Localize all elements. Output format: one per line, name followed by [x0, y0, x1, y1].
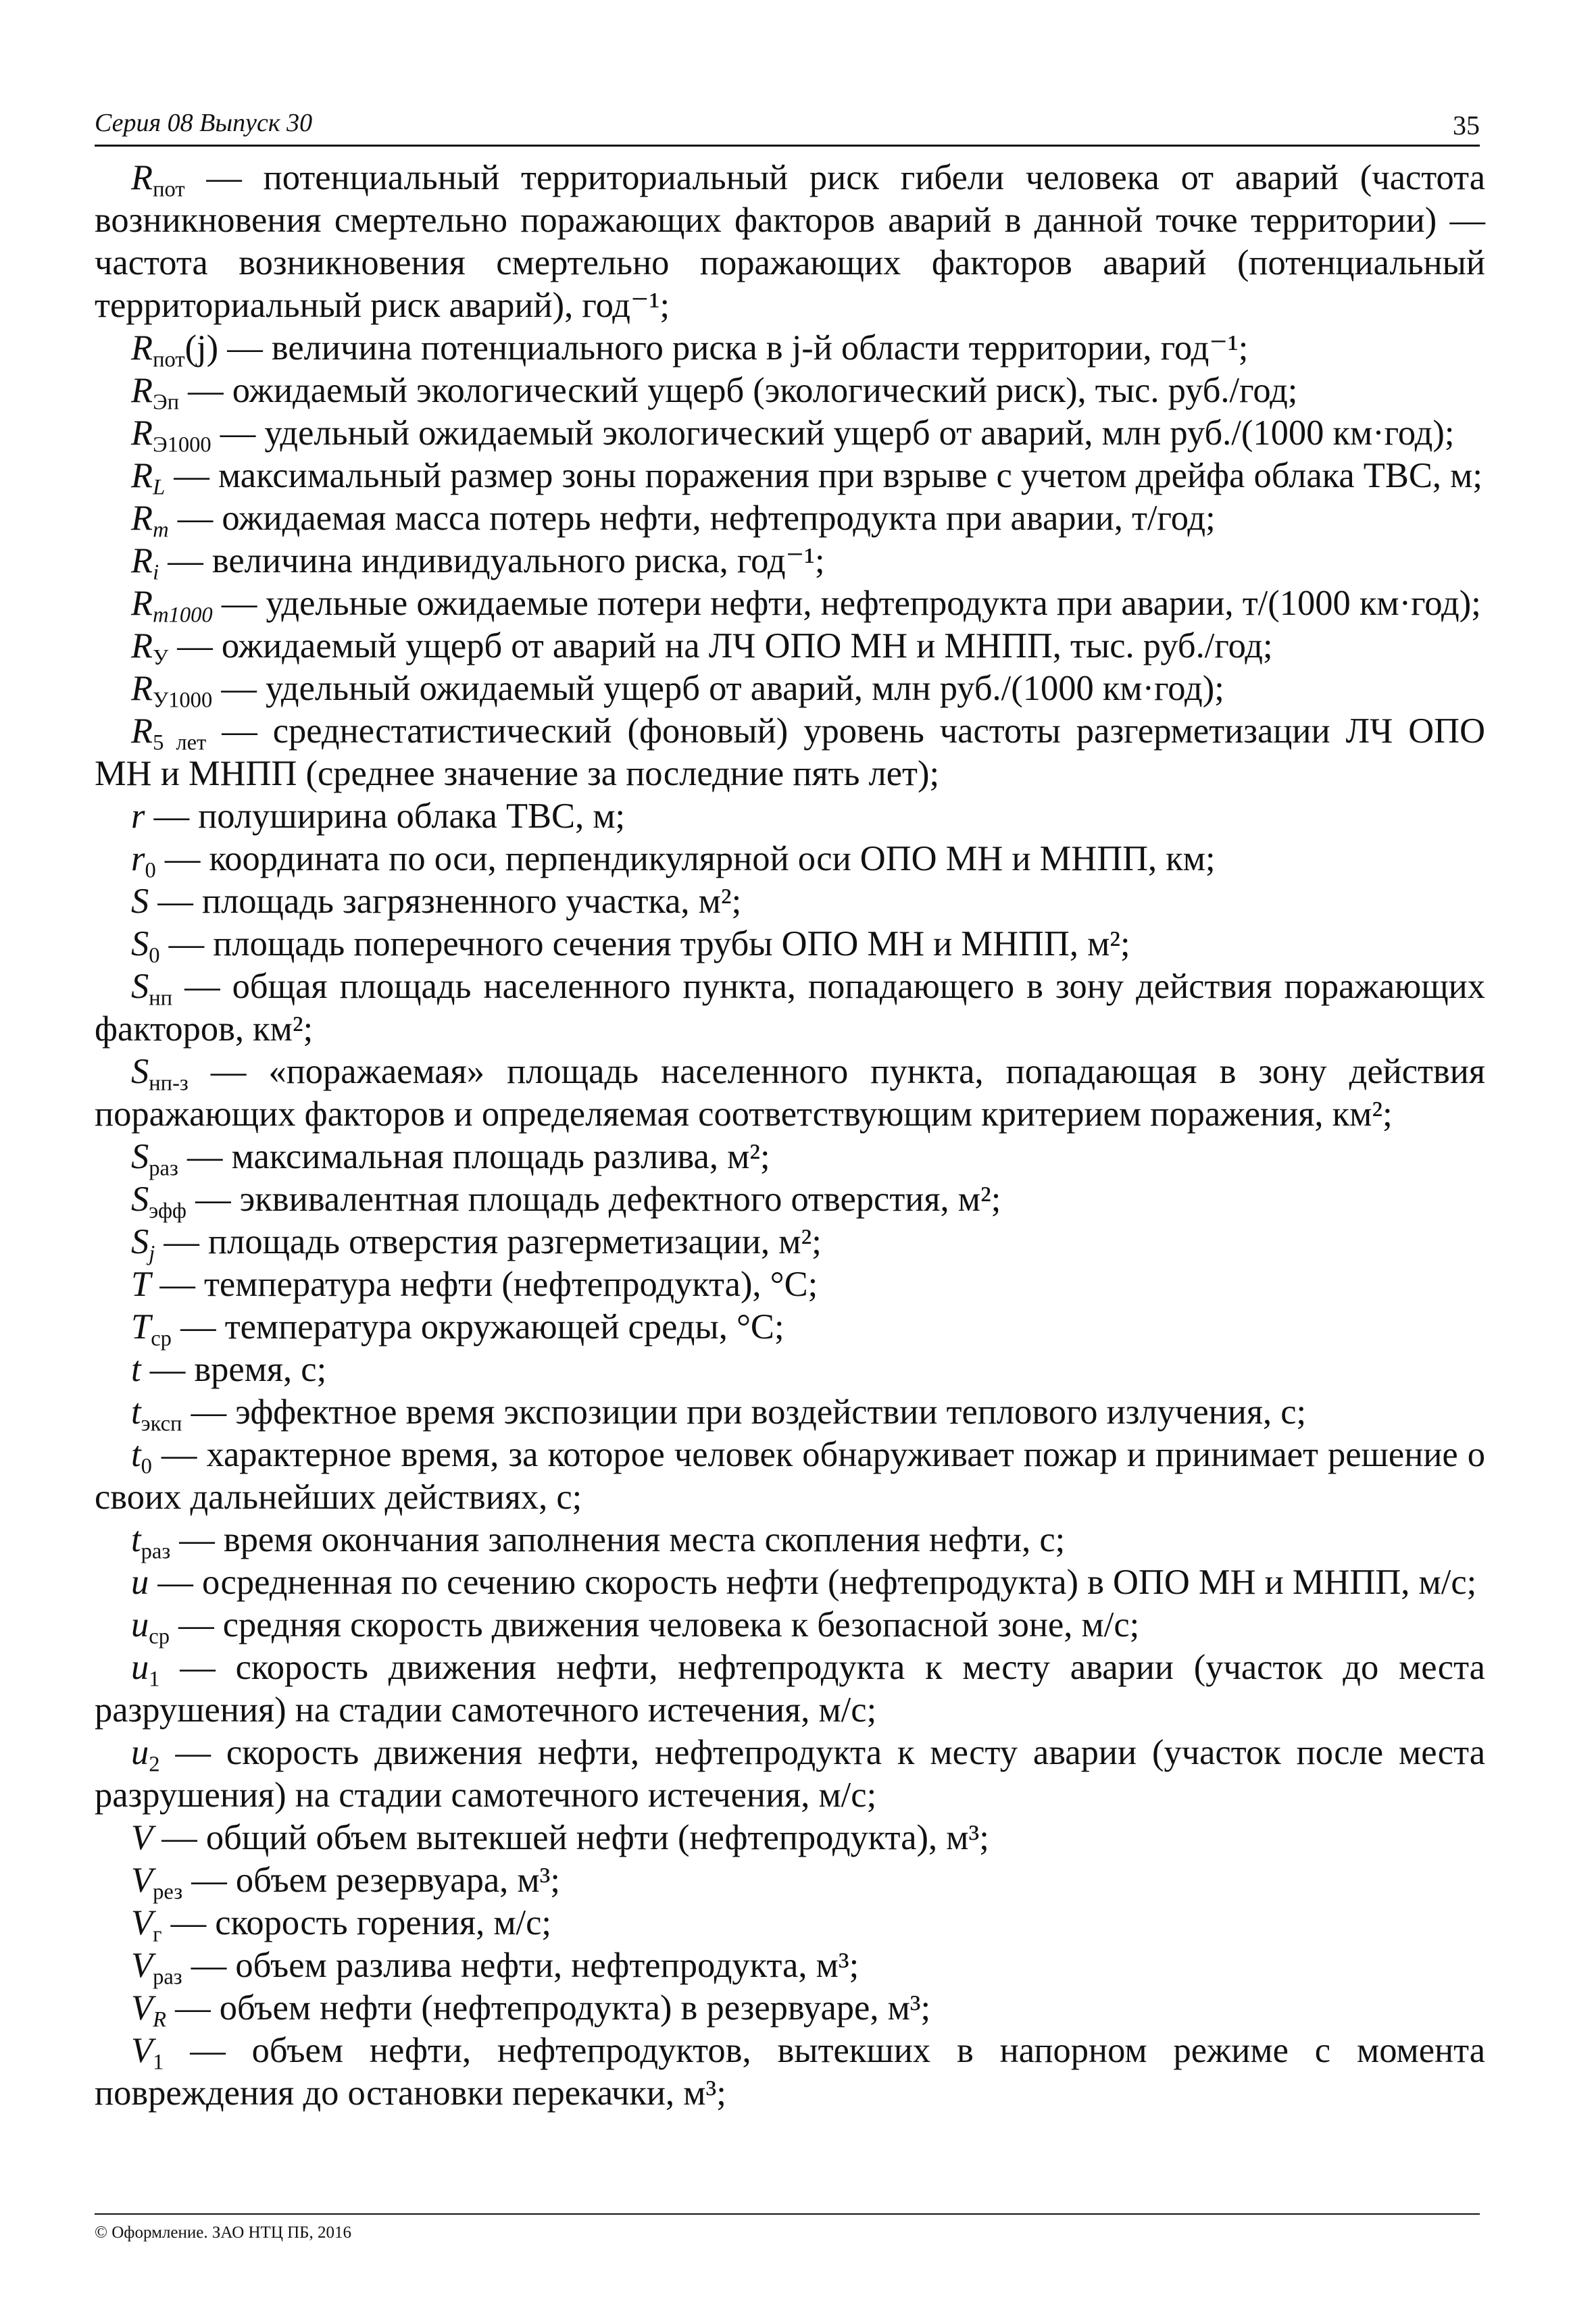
- symbol-subscript: m1000: [153, 603, 213, 628]
- definition-item: [95, 157, 1485, 327]
- definition-item: [95, 370, 1485, 415]
- symbol: [131, 1265, 151, 1304]
- definition-text: — «поражаемая» площадь населенного пункта, попадающая в зону действия поражающих факторов и определяемая соответствующим критерием поражения, км²;: [95, 1052, 1485, 1134]
- symbol-letter: R: [131, 371, 153, 410]
- symbol-subscript: раз: [149, 1156, 178, 1181]
- definition-item: [95, 1349, 1485, 1391]
- symbol: [131, 1648, 160, 1692]
- definition-text: — эквивалентная площадь дефектного отверстия, м²;: [186, 1180, 1001, 1219]
- symbol: [131, 1180, 187, 1224]
- definition-item: [95, 1987, 1485, 2030]
- definition-item: [95, 1902, 1485, 1947]
- symbol-letter: S: [131, 924, 149, 963]
- symbol: [131, 1520, 171, 1564]
- symbol: [131, 541, 159, 585]
- symbol-subscript: нп-з: [149, 1071, 189, 1096]
- definition-item: [95, 625, 1485, 668]
- symbol: [131, 1903, 162, 1947]
- definition-item: [95, 1944, 1485, 1990]
- symbol: [131, 1307, 172, 1351]
- symbol-subscript: m: [153, 518, 169, 543]
- symbol-letter: R: [131, 584, 153, 623]
- definition-text: — осредненная по сечению скорость нефти (нефтепродукта) в ОПО МН и МНПП, м/с;: [149, 1563, 1477, 1602]
- definition-item: [95, 1561, 1485, 1604]
- symbol-letter: t: [131, 1392, 141, 1432]
- symbol-subscript: Э1000: [153, 432, 211, 457]
- definition-item: [95, 1604, 1485, 1649]
- symbol: [131, 626, 169, 670]
- symbol-subscript: Эп: [153, 390, 179, 415]
- symbol-subscript: раз: [141, 1539, 171, 1564]
- symbol: [131, 328, 185, 372]
- symbol: [131, 1137, 178, 1181]
- symbol: [131, 158, 185, 202]
- symbol-letter: R: [131, 541, 153, 580]
- definition-item: [95, 880, 1485, 923]
- symbol: [131, 967, 173, 1011]
- series-title: Серия 08 Выпуск 30: [95, 109, 313, 137]
- symbol-subscript: 1: [153, 2050, 164, 2075]
- symbol: [131, 499, 169, 543]
- symbol-letter: R: [131, 626, 153, 665]
- symbol-subscript: г: [153, 1922, 162, 1947]
- symbol-letter: S: [131, 1222, 149, 1261]
- definition-item: [95, 1051, 1485, 1136]
- symbol: [131, 371, 179, 415]
- symbol-letter: R: [131, 456, 153, 495]
- definition-text: — полуширина облака ТВС, м;: [145, 797, 626, 836]
- symbol: [131, 456, 166, 500]
- definition-item: [95, 838, 1485, 883]
- symbol: [131, 882, 149, 921]
- symbol-letter: r: [131, 797, 145, 836]
- page-header: [95, 108, 1480, 147]
- symbol: [131, 1818, 153, 1857]
- definition-item: [95, 965, 1485, 1051]
- symbol-subscript: нп: [149, 986, 173, 1011]
- definition-text: — величина индивидуального риска, год⁻¹;: [159, 541, 825, 580]
- definition-text: — ожидаемая масса потерь нефти, нефтепродукта при аварии, т/год;: [168, 499, 1216, 538]
- symbol: [131, 2031, 164, 2075]
- definition-item: [95, 1178, 1485, 1224]
- definition-text: — площадь загрязненного участка, м²;: [149, 882, 742, 921]
- symbol: [131, 1392, 182, 1436]
- symbol: [131, 584, 213, 628]
- symbol-subscript: 0: [145, 858, 156, 883]
- symbol: [131, 1988, 166, 2032]
- footer-divider: [95, 2213, 1480, 2215]
- symbol-letter: r: [131, 839, 145, 878]
- symbol-subscript: ср: [151, 1326, 172, 1351]
- symbol-subscript: 0: [149, 943, 160, 968]
- definition-text: — удельный ожидаемый ущерб от аварий, млн руб./(1000 км·год);: [212, 669, 1224, 708]
- definition-text: — скорость движения нефти, нефтепродукта к месту аварии (участок после места разрушения) на стадии самотечного истечения, м/с;: [95, 1733, 1485, 1815]
- definition-text: — скорость горения, м/с;: [161, 1903, 552, 1942]
- symbol-letter: u: [131, 1733, 149, 1772]
- symbol-letter: R: [131, 158, 153, 197]
- symbol-letter: V: [131, 1988, 153, 2028]
- symbol-subscript: ср: [149, 1624, 170, 1649]
- symbol: [131, 797, 145, 836]
- definition-item: [95, 710, 1485, 795]
- symbol: [131, 1605, 170, 1649]
- definition-text: — удельные ожидаемые потери нефти, нефтепродукта при аварии, т/(1000 км·год);: [212, 584, 1481, 623]
- definition-item: [95, 795, 1485, 838]
- symbol-subscript: эфф: [149, 1199, 187, 1224]
- definition-item: [95, 455, 1485, 500]
- symbol-letter: S: [131, 882, 149, 921]
- definition-item: [95, 412, 1485, 455]
- symbol-subscript: раз: [153, 1965, 182, 1990]
- symbol-letter: u: [131, 1648, 149, 1687]
- definition-item: [95, 1434, 1485, 1519]
- symbol-letter: V: [131, 1946, 153, 1985]
- symbol: [131, 711, 207, 755]
- definition-item: [95, 1306, 1485, 1349]
- symbol-subscript: 0: [141, 1454, 152, 1479]
- symbol-subscript: пот: [153, 347, 185, 372]
- symbol: [131, 669, 213, 713]
- definition-item: [95, 1519, 1485, 1564]
- symbol-subscript: j: [149, 1241, 155, 1266]
- symbol-letter: S: [131, 1180, 149, 1219]
- definition-text: — время окончания заполнения места скопления нефти, с;: [170, 1520, 1066, 1559]
- symbol-letter: t: [131, 1350, 141, 1389]
- definition-text: — ожидаемый ущерб от аварий на ЛЧ ОПО МН и МНПП, тыс. руб./год;: [168, 626, 1273, 665]
- definition-text: — удельный ожидаемый экологический ущерб от аварий, млн руб./(1000 км·год);: [211, 413, 1455, 453]
- symbol-subscript: У: [153, 645, 169, 670]
- definition-text: — ожидаемый экологический ущерб (экологический риск), тыс. руб./год;: [178, 371, 1298, 410]
- symbol-letter: R: [131, 328, 153, 368]
- definition-text: — объем нефти (нефтепродукта) в резервуаре, м³;: [166, 1988, 931, 2028]
- definition-text: — объем нефти, нефтепродуктов, вытекших в напорном режиме с момента повреждения до остановки перекачки, м³;: [95, 2031, 1485, 2113]
- definition-item: [95, 497, 1485, 543]
- definition-text: — координата по оси, перпендикулярной оси ОПО МН и МНПП, км;: [155, 839, 1216, 878]
- definition-text: — общая площадь населенного пункта, попадающего в зону действия поражающих факторов, км²;: [95, 967, 1485, 1049]
- symbol: [131, 1222, 155, 1266]
- definitions-list: [95, 157, 1485, 2115]
- symbol-letter: R: [131, 499, 153, 538]
- symbol: [131, 413, 211, 457]
- definition-text: — характерное время, за которое человек обнаруживает пожар и принимает решение о своих дальнейших действиях, с;: [95, 1435, 1485, 1517]
- symbol-letter: T: [131, 1265, 151, 1304]
- symbol-letter: t: [131, 1520, 141, 1559]
- definition-text: — объем разлива нефти, нефтепродукта, м³;: [182, 1946, 859, 1985]
- symbol-subscript: 2: [149, 1752, 160, 1777]
- definition-text: — эффектное время экспозиции при воздействии теплового излучения, с;: [182, 1392, 1307, 1432]
- definition-text: (j) — величина потенциального риска в j-й области территории, год⁻¹;: [184, 328, 1249, 368]
- definition-item: [95, 1817, 1485, 1859]
- symbol: [131, 1052, 189, 1096]
- symbol-letter: S: [131, 1052, 149, 1091]
- symbol: [131, 924, 160, 968]
- symbol: [131, 839, 156, 883]
- symbol: [131, 1435, 152, 1479]
- symbol: [131, 1946, 182, 1990]
- symbol: [131, 1861, 183, 1905]
- definition-item: [95, 1221, 1485, 1266]
- definition-text: — объем резервуара, м³;: [182, 1861, 560, 1900]
- definition-text: — площадь поперечного сечения трубы ОПО МН и МНПП, м²;: [159, 924, 1130, 963]
- symbol-letter: V: [131, 1818, 153, 1857]
- symbol: [131, 1350, 141, 1389]
- definition-item: [95, 2030, 1485, 2115]
- symbol-subscript: L: [153, 475, 166, 500]
- definition-text: — максимальный размер зоны поражения при взрыве с учетом дрейфа облака ТВС, м;: [165, 456, 1482, 495]
- definition-text: — потенциальный территориальный риск гибели человека от аварий (частота возникновения смертельно поражающих факторов аварий в данной точке территории) — частота возникновения смертельно поражающих факторов аварий (потенциальный территориальный риск аварий), год⁻¹;: [95, 158, 1485, 325]
- symbol-subscript: 5 лет: [153, 730, 207, 755]
- symbol-letter: u: [131, 1563, 149, 1602]
- definition-item: [95, 923, 1485, 968]
- definition-text: — среднестатистический (фоновый) уровень частоты разгерметизации ЛЧ ОПО МН и МНПП (среднее значение за последние пять лет);: [95, 711, 1486, 793]
- symbol-subscript: эксп: [141, 1411, 182, 1436]
- symbol-subscript: пот: [153, 177, 185, 202]
- definition-text: — средняя скорость движения человека к безопасной зоне, м/с;: [169, 1605, 1140, 1644]
- definition-text: — максимальная площадь разлива, м²;: [178, 1137, 770, 1176]
- definition-text: — скорость движения нефти, нефтепродукта к месту аварии (участок до места разрушения) на стадии самотечного истечения, м/с;: [95, 1648, 1485, 1730]
- definition-text: — температура окружающей среды, °С;: [171, 1307, 784, 1347]
- symbol-letter: V: [131, 2031, 153, 2070]
- definition-item: [95, 1646, 1485, 1732]
- symbol-letter: u: [131, 1605, 149, 1644]
- definition-item: [95, 327, 1485, 370]
- symbol-letter: R: [131, 669, 153, 708]
- symbol-letter: S: [131, 967, 149, 1006]
- definition-text: — время, с;: [141, 1350, 327, 1389]
- symbol-letter: R: [131, 711, 153, 751]
- symbol-subscript: У1000: [153, 688, 213, 713]
- definition-item: [95, 582, 1485, 628]
- definition-item: [95, 1136, 1485, 1181]
- symbol-subscript: i: [153, 560, 159, 585]
- symbol-subscript: R: [153, 2007, 166, 2032]
- symbol-letter: S: [131, 1137, 149, 1176]
- symbol-letter: R: [131, 413, 153, 453]
- definition-text: — общий объем вытекшей нефти (нефтепродукта), м³;: [153, 1818, 989, 1857]
- definition-item: [95, 668, 1485, 713]
- symbol: [131, 1733, 160, 1777]
- symbol-letter: t: [131, 1435, 141, 1474]
- definition-text: — площадь отверстия разгерметизации, м²;: [155, 1222, 822, 1261]
- symbol-letter: V: [131, 1903, 153, 1942]
- symbol-subscript: рез: [153, 1880, 183, 1905]
- definition-item: [95, 1732, 1485, 1817]
- definition-item: [95, 1263, 1485, 1306]
- definition-item: [95, 1859, 1485, 1905]
- symbol-subscript: 1: [149, 1667, 160, 1692]
- definition-item: [95, 540, 1485, 585]
- symbol-letter: V: [131, 1861, 153, 1900]
- page-number: 35: [1453, 110, 1480, 141]
- definition-text: — температура нефти (нефтепродукта), °С;: [151, 1265, 818, 1304]
- symbol: [131, 1563, 149, 1602]
- symbol-letter: T: [131, 1307, 151, 1347]
- definition-item: [95, 1391, 1485, 1434]
- footer-copyright: © Оформление. ЗАО НТЦ ПБ, 2016: [95, 2223, 352, 2242]
